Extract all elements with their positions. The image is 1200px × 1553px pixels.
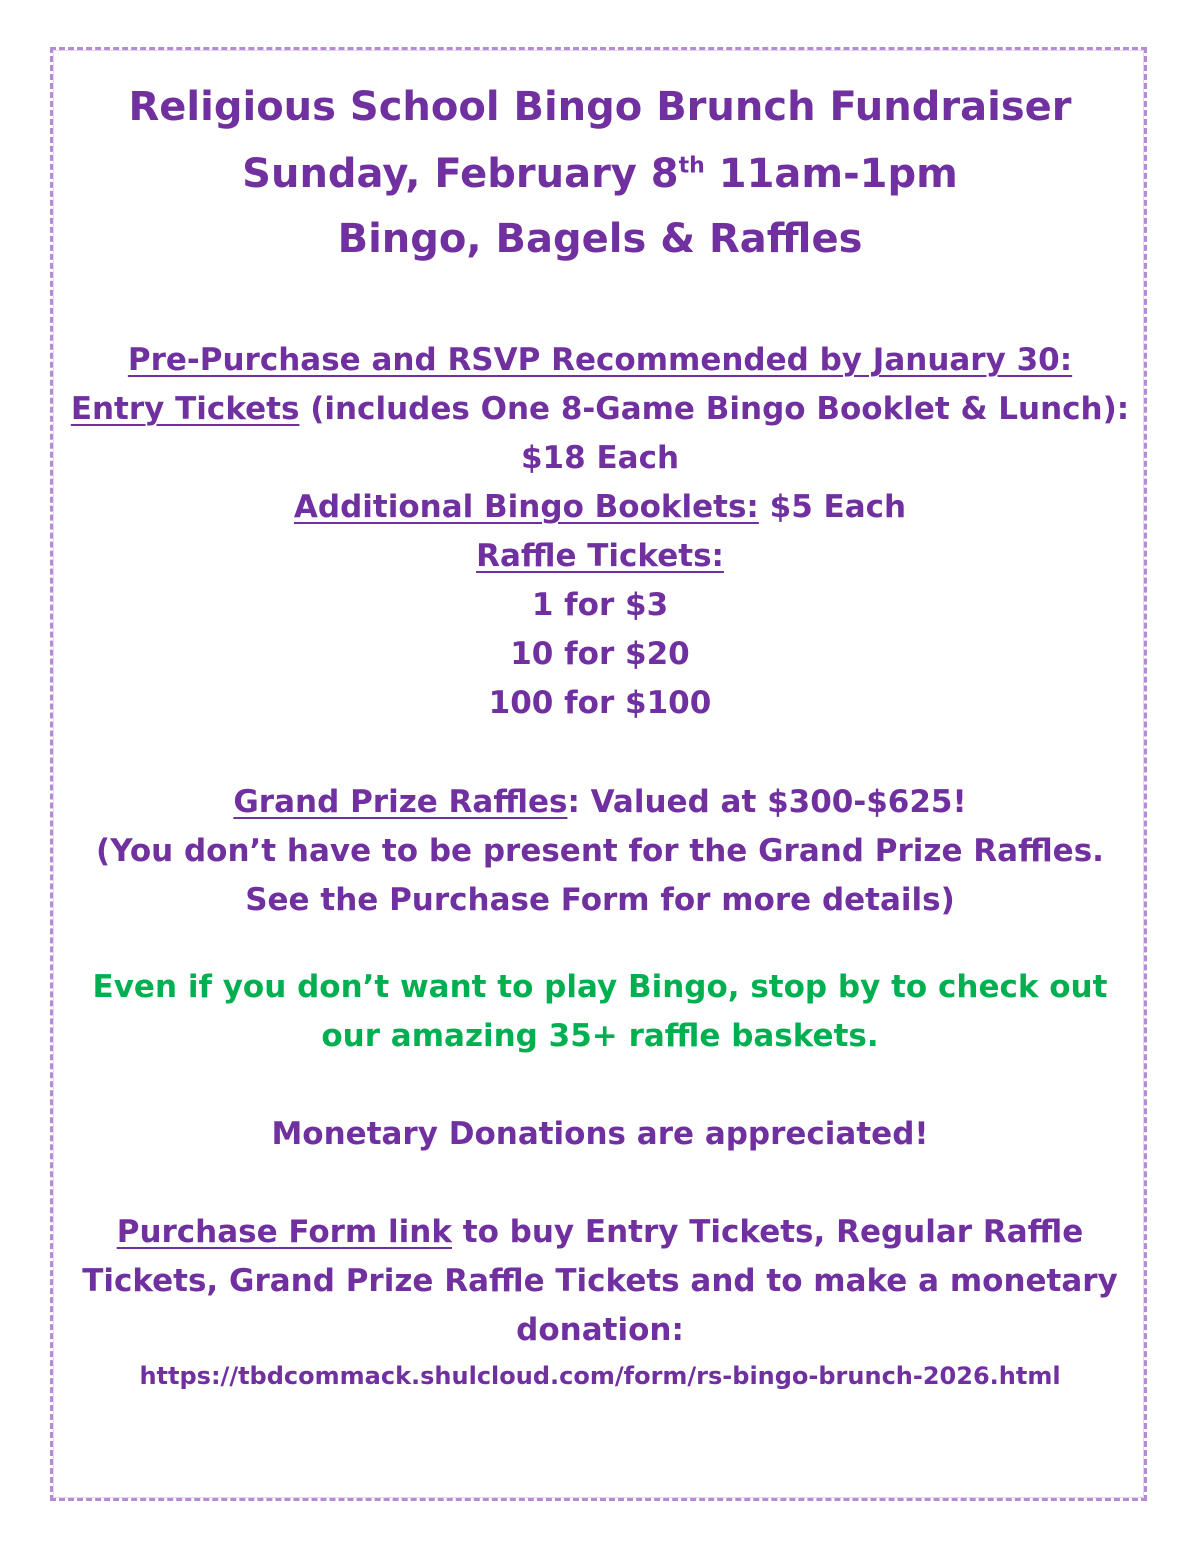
purchase-line: Purchase Form link to buy Entry Tickets, Regular Raffle [116,1214,1084,1250]
donations-message: Monetary Donations are appreciated! [271,1116,929,1152]
grand-prize-label: Grand Prize Raffles [233,784,568,820]
raffle-option: 10 for $20 [510,636,690,672]
booklets-line [0,487,1200,527]
raffle-option: 1 for $3 [531,587,669,623]
purchase-url [0,1360,1200,1392]
entry-tickets-note: (includes One 8-Game Bingo Booklet & Lunch): [299,391,1130,427]
purchase-line: Tickets, Grand Prize Raffle Tickets and to make a monetary [82,1263,1118,1299]
booklets-price: $5 Each [758,489,907,525]
rsvp-heading: Pre-Purchase and RSVP Recommended by January 30: [127,342,1073,378]
purchase-url-link[interactable]: https://tbdcommack.shulcloud.com/form/rs-bingo-brunch-2026.html [139,1362,1061,1390]
entry-tickets-price: $18 Each [520,440,680,476]
grand-prize-value: : Valued at $300-$625! [567,784,967,820]
booklets-label: Additional Bingo Booklets: [293,489,759,525]
grand-prize-note: See the Purchase Form for more details) [245,882,955,918]
event-title: Religious School Bingo Brunch Fundraiser [128,84,1072,130]
entry-tickets-line [0,389,1200,429]
event-date: Sunday, February 8th 11am-1pm [242,151,958,197]
entry-tickets-label: Entry Tickets [70,391,300,427]
purchase-form-link[interactable]: Purchase Form link [116,1214,452,1250]
baskets-message: Even if you don’t want to play Bingo, stop by to check out [92,969,1108,1005]
event-subtitle: Bingo, Bagels & Raffles [337,216,863,262]
grand-prize-line [0,782,1200,822]
raffle-option: 100 for $100 [488,685,712,721]
baskets-message: our amazing 35+ raffle baskets. [321,1018,879,1054]
grand-prize-note: (You don’t have to be present for the Grand Prize Raffles. [96,833,1104,869]
raffle-tickets-heading: Raffle Tickets: [476,538,724,574]
purchase-line: donation: [516,1312,684,1348]
